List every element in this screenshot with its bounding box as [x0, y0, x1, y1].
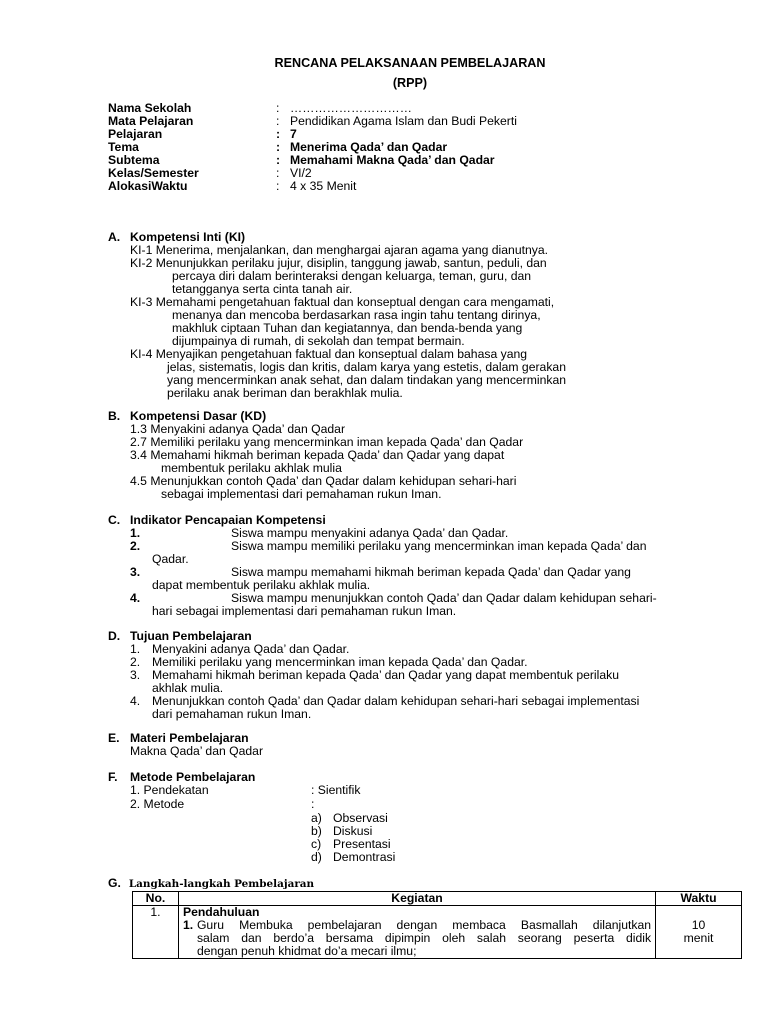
goal-number: 1. [130, 642, 141, 656]
kd-item: 1.3 Menyakini adanya Qada’ dan Qadar [130, 422, 346, 436]
time-value: 10 [691, 917, 706, 932]
method-item: Presentasi [333, 837, 391, 851]
indicator-number: 4. [130, 591, 141, 605]
section-a-heading: A. Kompetensi Inti (KI) [108, 230, 246, 244]
identity-value: ………………………… [290, 101, 412, 115]
activity-heading: Pendahuluan [182, 904, 260, 919]
goal-number: 4. [130, 694, 141, 708]
activity-line: Guru Membuka pembelajaran dengan membaca Basmallah dilanjutkan [196, 917, 652, 932]
kd-item: 4.5 Menunjukkan contoh Qada’ dan Qadar dalam kehidupan sehari-hari [130, 474, 517, 488]
kd-item-cont: membentuk perilaku akhlak mulia [161, 461, 342, 475]
ki-3: KI-3 Memahami pengetahuan faktual dan konseptual dengan cara mengamati, [130, 295, 555, 309]
indicator-text: Siswa mampu memahami hikmah beriman kepada Qada’ dan Qadar yang [231, 565, 631, 579]
identity-value: 4 x 35 Menit [290, 179, 357, 193]
method-item: Demontrasi [333, 850, 396, 864]
ki-3-cont: dijumpainya di rumah, di sekolah dan tempat bermain. [172, 334, 465, 348]
col-header-kegiatan: Kegiatan [178, 892, 655, 906]
indicator-text: Siswa mampu memiliki perilaku yang mencerminkan iman kepada Qada’ dan [231, 539, 647, 553]
identity-colon: : [276, 166, 280, 180]
section-g-heading: G. Langkah-langkah Pembelajaran [108, 876, 315, 890]
activity-item-number: 1. [182, 917, 194, 932]
method-label: 2. Metode [130, 797, 185, 811]
identity-colon: : [276, 179, 280, 193]
goal-text: Menyakini adanya Qada’ dan Qadar. [152, 642, 350, 656]
method-item: Diskusi [333, 824, 373, 838]
time-cell [656, 905, 742, 958]
goal-text: Memahami hikmah beriman kepada Qada’ dan Qadar yang dapat membentuk perilaku [152, 668, 619, 682]
identity-label: Subtema [108, 153, 160, 167]
row-number: 1. [133, 905, 179, 958]
ki-3-cont: menanya dan mencoba berdasarkan rasa ingin tahu tentang dirinya, [172, 308, 541, 322]
identity-label: Pelajaran [108, 127, 163, 141]
section-b-heading: B. Kompetensi Dasar (KD) [108, 409, 267, 423]
activity-line: salam dan berdo’a bersama dipimpin oleh salah seorang peserta didik [196, 930, 652, 945]
identity-value: Pendidikan Agama Islam dan Budi Pekerti [290, 114, 517, 128]
goal-number: 2. [130, 655, 141, 669]
method-mark: c) [311, 837, 322, 851]
identity-colon: : [276, 101, 280, 115]
activity-cell [178, 905, 655, 958]
indicator-text-cont: hari sebagai implementasi dari pemahaman rukun Iman. [152, 604, 457, 618]
identity-label: AlokasiWaktu [108, 179, 188, 193]
identity-label: Nama Sekolah [108, 101, 192, 115]
method-mark: b) [311, 824, 322, 838]
section-f-heading: F. Metode Pembelajaran [108, 770, 256, 784]
section-d-heading: D. Tujuan Pembelajaran [108, 629, 252, 643]
indicator-number: 2. [130, 539, 141, 553]
table-header-row [133, 892, 742, 906]
section-e-heading: E. Materi Pembelajaran [108, 731, 249, 745]
approach-label: 1. Pendekatan [130, 783, 209, 797]
method-colon: : [311, 797, 315, 811]
ki-1: KI-1 Menerima, menjalankan, dan menghargai ajaran agama yang dianutnya. [130, 243, 549, 257]
identity-value: Memahami Makna Qada’ dan Qadar [290, 153, 495, 167]
identity-colon: : [276, 114, 280, 128]
kd-item: 2.7 Memiliki perilaku yang mencerminkan iman kepada Qada’ dan Qadar [130, 435, 524, 449]
identity-label: Mata Pelajaran [108, 114, 194, 128]
method-item: Observasi [333, 811, 388, 825]
method-mark: d) [311, 850, 322, 864]
identity-value: VI/2 [290, 166, 312, 180]
document-subtitle: (RPP) [392, 76, 428, 90]
identity-label: Tema [108, 140, 139, 154]
table-row [133, 905, 742, 958]
ki-2-cont: tetangganya serta cinta tanah air. [172, 282, 353, 296]
indicator-number: 1. [130, 526, 141, 540]
time-unit: menit [683, 930, 714, 945]
activity-line: dengan penuh khidmat do’a mecari ilmu; [196, 943, 417, 958]
col-header-waktu: Waktu [656, 892, 742, 906]
section-c-heading: C. Indikator Pencapaian Kompetensi [108, 513, 326, 527]
kd-item: 3.4 Memahami hikmah beriman kepada Qada’ dan Qadar yang dapat [130, 448, 505, 462]
document-title: RENCANA PELAKSANAAN PEMBELAJARAN [274, 56, 546, 70]
ki-4-cont: yang mencerminkan anak sehat, dan dalam tindakan yang mencerminkan [167, 373, 567, 387]
identity-colon: : [276, 140, 281, 154]
approach-value: : Sientifik [311, 783, 361, 797]
activity-item [183, 919, 651, 958]
ki-4-cont: jelas, sistematis, logis dan kritis, dalam karya yang estetis, dalam gerakan [167, 360, 566, 374]
ki-2: KI-2 Menunjukkan perilaku jujur, disiplin, tanggung jawab, santun, peduli, dan [130, 256, 547, 270]
goal-text: Memiliki perilaku yang mencerminkan iman kepada Qada’ dan Qadar. [152, 655, 528, 669]
goal-number: 3. [130, 668, 141, 682]
indicator-text-cont: dapat membentuk perilaku akhlak mulia. [152, 578, 371, 592]
method-mark: a) [311, 811, 322, 825]
identity-label: Kelas/Semester [108, 166, 199, 180]
material-text: Makna Qada’ dan Qadar [130, 744, 264, 758]
ki-2-cont: percaya diri dalam berinteraksi dengan keluarga, teman, guru, dan [172, 269, 532, 283]
kd-item-cont: sebagai implementasi dari pemahaman rukun Iman. [161, 487, 442, 501]
goal-text: Menunjukkan contoh Qada’ dan Qadar dalam kehidupan sehari-hari sebagai implementasi [152, 694, 640, 708]
identity-value: 7 [290, 127, 297, 141]
learning-steps-table [132, 891, 742, 959]
indicator-text: Siswa mampu menunjukkan contoh Qada’ dan Qadar dalam kehidupan sehari- [231, 591, 657, 605]
identity-colon: : [276, 153, 281, 167]
ki-4-cont: perilaku anak beriman dan berakhlak mulia. [167, 386, 403, 400]
col-header-no: No. [133, 892, 179, 906]
indicator-text: Siswa mampu menyakini adanya Qada’ dan Qadar. [231, 526, 509, 540]
identity-value: Menerima Qada’ dan Qadar [290, 140, 448, 154]
ki-4: KI-4 Menyajikan pengetahuan faktual dan konseptual dalam bahasa yang [130, 347, 528, 361]
goal-text-cont: akhlak mulia. [152, 681, 224, 695]
identity-colon: : [276, 127, 281, 141]
indicator-number: 3. [130, 565, 141, 579]
indicator-text-cont: Qadar. [152, 552, 189, 566]
ki-3-cont: makhluk ciptaan Tuhan dan kegiatannya, dan benda-benda yang [172, 321, 523, 335]
goal-text-cont: dari pemahaman rukun Iman. [152, 707, 312, 721]
